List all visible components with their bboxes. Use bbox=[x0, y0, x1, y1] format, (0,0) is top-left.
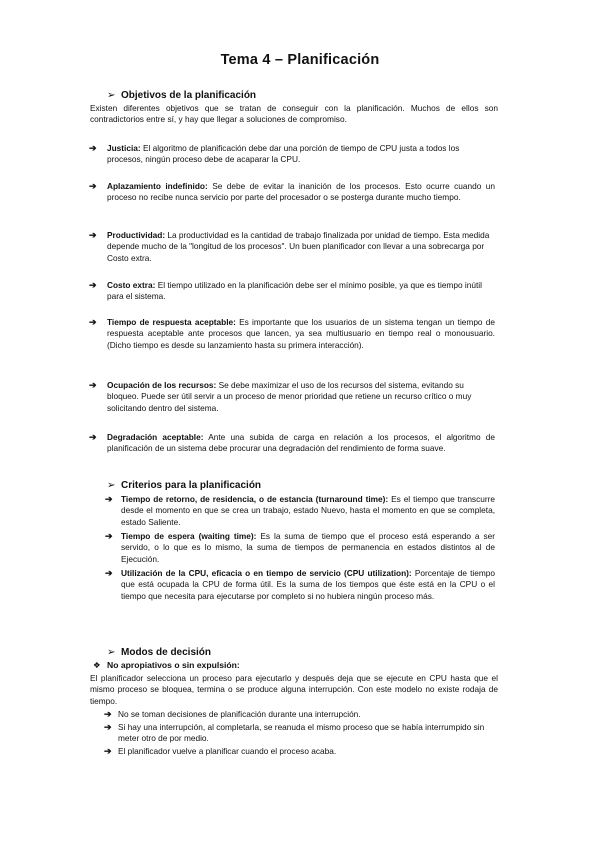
item-text: El algoritmo de planificación debe dar una porción de tiempo de CPU justa a todos los procesos, ningún proceso debe de acaparar la CPU. bbox=[107, 143, 460, 165]
item-text: Se debe maximizar el uso de los recursos del sistema, evitando su bloqueo. Puede ser útil servir a un proceso de menor prioridad que retiene un recurso crítico o muy solicitando dentro del sistema. bbox=[107, 380, 472, 413]
right-arrow-icon: ➔ bbox=[105, 568, 113, 578]
item-text: Ante una subida de carga en relación a los procesos, el algoritmo de planificación de un sistema debe procurar una degradación del rendimiento de forma suave. bbox=[107, 432, 495, 454]
right-arrow-icon: ➔ bbox=[105, 531, 113, 541]
arrowhead-icon: ➢ bbox=[107, 647, 116, 658]
right-arrow-icon: ➔ bbox=[89, 380, 97, 390]
item-text: Es la suma de tiempo que el proceso está esperando a ser servido, o lo que es lo mismo, la suma de tiempos de permanencia en estados distintos al de Ejecución. bbox=[121, 531, 495, 564]
item-label: Ocupación de los recursos: bbox=[107, 380, 217, 390]
page-title: Tema 4 – Planificación bbox=[220, 52, 380, 68]
right-arrow-icon: ➔ bbox=[104, 746, 112, 756]
objetivo-item bbox=[89, 280, 495, 303]
right-arrow-icon: ➔ bbox=[104, 709, 112, 719]
item-text: Si hay una interrupción, al completarla, se reanuda el mismo proceso que se había interrumpido sin meter otro de por medio. bbox=[118, 722, 485, 744]
item-text: No se toman decisiones de planificación durante una interrupción. bbox=[118, 709, 361, 719]
subheading-no-apropiativos bbox=[93, 660, 240, 671]
modo-item bbox=[104, 746, 496, 757]
criterio-item bbox=[105, 494, 495, 528]
right-arrow-icon: ➔ bbox=[89, 317, 97, 327]
right-arrow-icon: ➔ bbox=[104, 722, 112, 732]
modos-intro: El planificador selecciona un proceso para ejecutarlo y después deja que se ejecute en CPU hasta que el mismo proceso se bloquea, termina o se produce alguna interrupción. Con este modelo no existe rodaja de tiempo. bbox=[90, 673, 498, 706]
item-label: Tiempo de respuesta aceptable: bbox=[107, 317, 236, 327]
section-heading-objetivos bbox=[107, 90, 256, 102]
arrowhead-icon: ➢ bbox=[107, 90, 116, 101]
item-label: Degradación aceptable: bbox=[107, 432, 204, 442]
item-label: Aplazamiento indefinido: bbox=[107, 181, 208, 191]
objetivo-item bbox=[89, 181, 496, 204]
item-text: El planificador vuelve a planificar cuando el proceso acaba. bbox=[118, 746, 337, 756]
objetivo-item bbox=[89, 317, 495, 351]
right-arrow-icon: ➔ bbox=[89, 181, 97, 191]
criterio-item bbox=[105, 568, 495, 602]
item-text: Es importante que los usuarios de un sistema tengan un tiempo de respuesta aceptable ante procesos que lancen, ya sea multiusuario en tiempo real o monousuario. (Dicho tiempo es desde su lanzamiento hasta su primera interacción). bbox=[107, 317, 495, 350]
diamond-bullet-icon: ❖ bbox=[93, 660, 101, 670]
right-arrow-icon: ➔ bbox=[105, 494, 113, 504]
section-heading-text: Objetivos de la planificación bbox=[121, 90, 257, 101]
right-arrow-icon: ➔ bbox=[89, 432, 97, 442]
criterio-item bbox=[105, 531, 495, 565]
arrowhead-icon: ➢ bbox=[107, 480, 116, 491]
section-heading-criterios bbox=[107, 480, 261, 492]
objetivo-item bbox=[89, 380, 495, 414]
objetivo-item bbox=[89, 143, 495, 166]
section-heading-text: Criterios para la planificación bbox=[121, 480, 262, 491]
item-label: Costo extra: bbox=[107, 280, 156, 290]
subheading-text: No apropiativos o sin expulsión: bbox=[107, 660, 240, 670]
objetivo-item bbox=[89, 432, 495, 455]
item-text: Porcentaje de tiempo que está ocupada la CPU de forma útil. Es la suma de los tiempos que éste está en la CPU o el tiempo que necesita para ejecutarse por completo si no hubiera ningún proceso más. bbox=[121, 568, 495, 601]
item-label: Utilización de la CPU, eficacia o en tiempo de servicio (CPU utilization): bbox=[121, 568, 412, 578]
modo-item bbox=[104, 709, 496, 720]
section-heading-modos bbox=[107, 647, 211, 659]
item-text: La productividad es la cantidad de trabajo finalizada por unidad de tiempo. Esta medida depende mucho de la "longitud de los procesos". Un buen planificador con llevar a una sobrecarga por Costo extra. bbox=[107, 230, 490, 263]
item-text: El tiempo utilizado en la planificación debe ser el mínimo posible, ya que es tiempo inútil para el sistema. bbox=[107, 280, 482, 302]
item-label: Tiempo de retorno, de residencia, o de estancia (turnaround time): bbox=[121, 494, 389, 504]
objetivos-intro: Existen diferentes objetivos que se tratan de conseguir con la planificación. Muchos de ellos son contradictorios entre sí, y hay que llegar a soluciones de compromiso. bbox=[90, 103, 498, 125]
right-arrow-icon: ➔ bbox=[89, 143, 97, 153]
item-text: Se debe de evitar la inanición de los procesos. Esto ocurre cuando un proceso no recibe nunca servicio por parte del procesador o se posterga durante mucho tiempo. bbox=[107, 181, 496, 203]
objetivo-item bbox=[89, 230, 495, 264]
section-heading-text: Modos de decisión bbox=[121, 647, 212, 658]
item-text: Es el tiempo que transcurre desde el momento en que se crea un trabajo, estado Nuevo, hasta el momento en que se completa, estado Saliente. bbox=[121, 494, 495, 527]
item-label: Tiempo de espera (waiting time): bbox=[121, 531, 257, 541]
item-label: Justicia: bbox=[107, 143, 141, 153]
right-arrow-icon: ➔ bbox=[89, 230, 97, 240]
modo-item bbox=[104, 722, 496, 745]
item-label: Productividad: bbox=[107, 230, 166, 240]
right-arrow-icon: ➔ bbox=[89, 280, 97, 290]
